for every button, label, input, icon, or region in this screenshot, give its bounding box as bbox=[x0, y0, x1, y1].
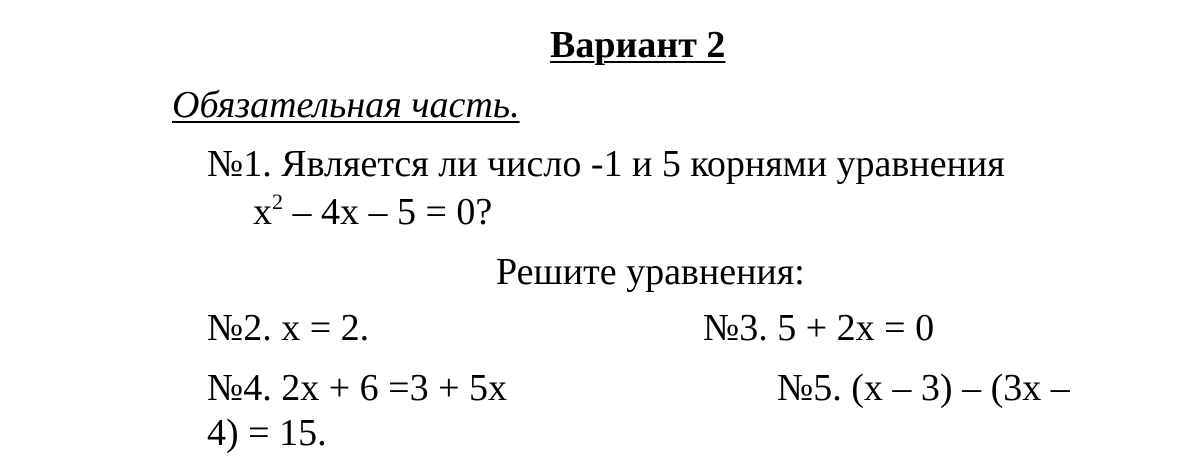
task-1-question: №1. Является ли число -1 и 5 корнями уравнения bbox=[207, 143, 1005, 185]
page-title: Вариант 2 bbox=[550, 24, 726, 66]
task-3: №3. 5 + 2x = 0 bbox=[703, 307, 935, 349]
equation-variable: x bbox=[253, 191, 272, 233]
instruction-text: Решите уравнения: bbox=[496, 251, 805, 293]
task-1-equation bbox=[253, 189, 493, 233]
equation-exponent: 2 bbox=[272, 189, 283, 214]
equation-remainder: – 4x – 5 = 0? bbox=[283, 191, 493, 233]
section-heading: Обязательная часть. bbox=[172, 84, 520, 126]
task-5-line-2: 4) = 15. bbox=[207, 412, 327, 454]
task-4: №4. 2x + 6 =3 + 5x bbox=[207, 367, 508, 409]
task-5-line-1: №5. (x – 3) – (3x – bbox=[777, 367, 1070, 409]
task-2: №2. x = 2. bbox=[207, 307, 370, 349]
